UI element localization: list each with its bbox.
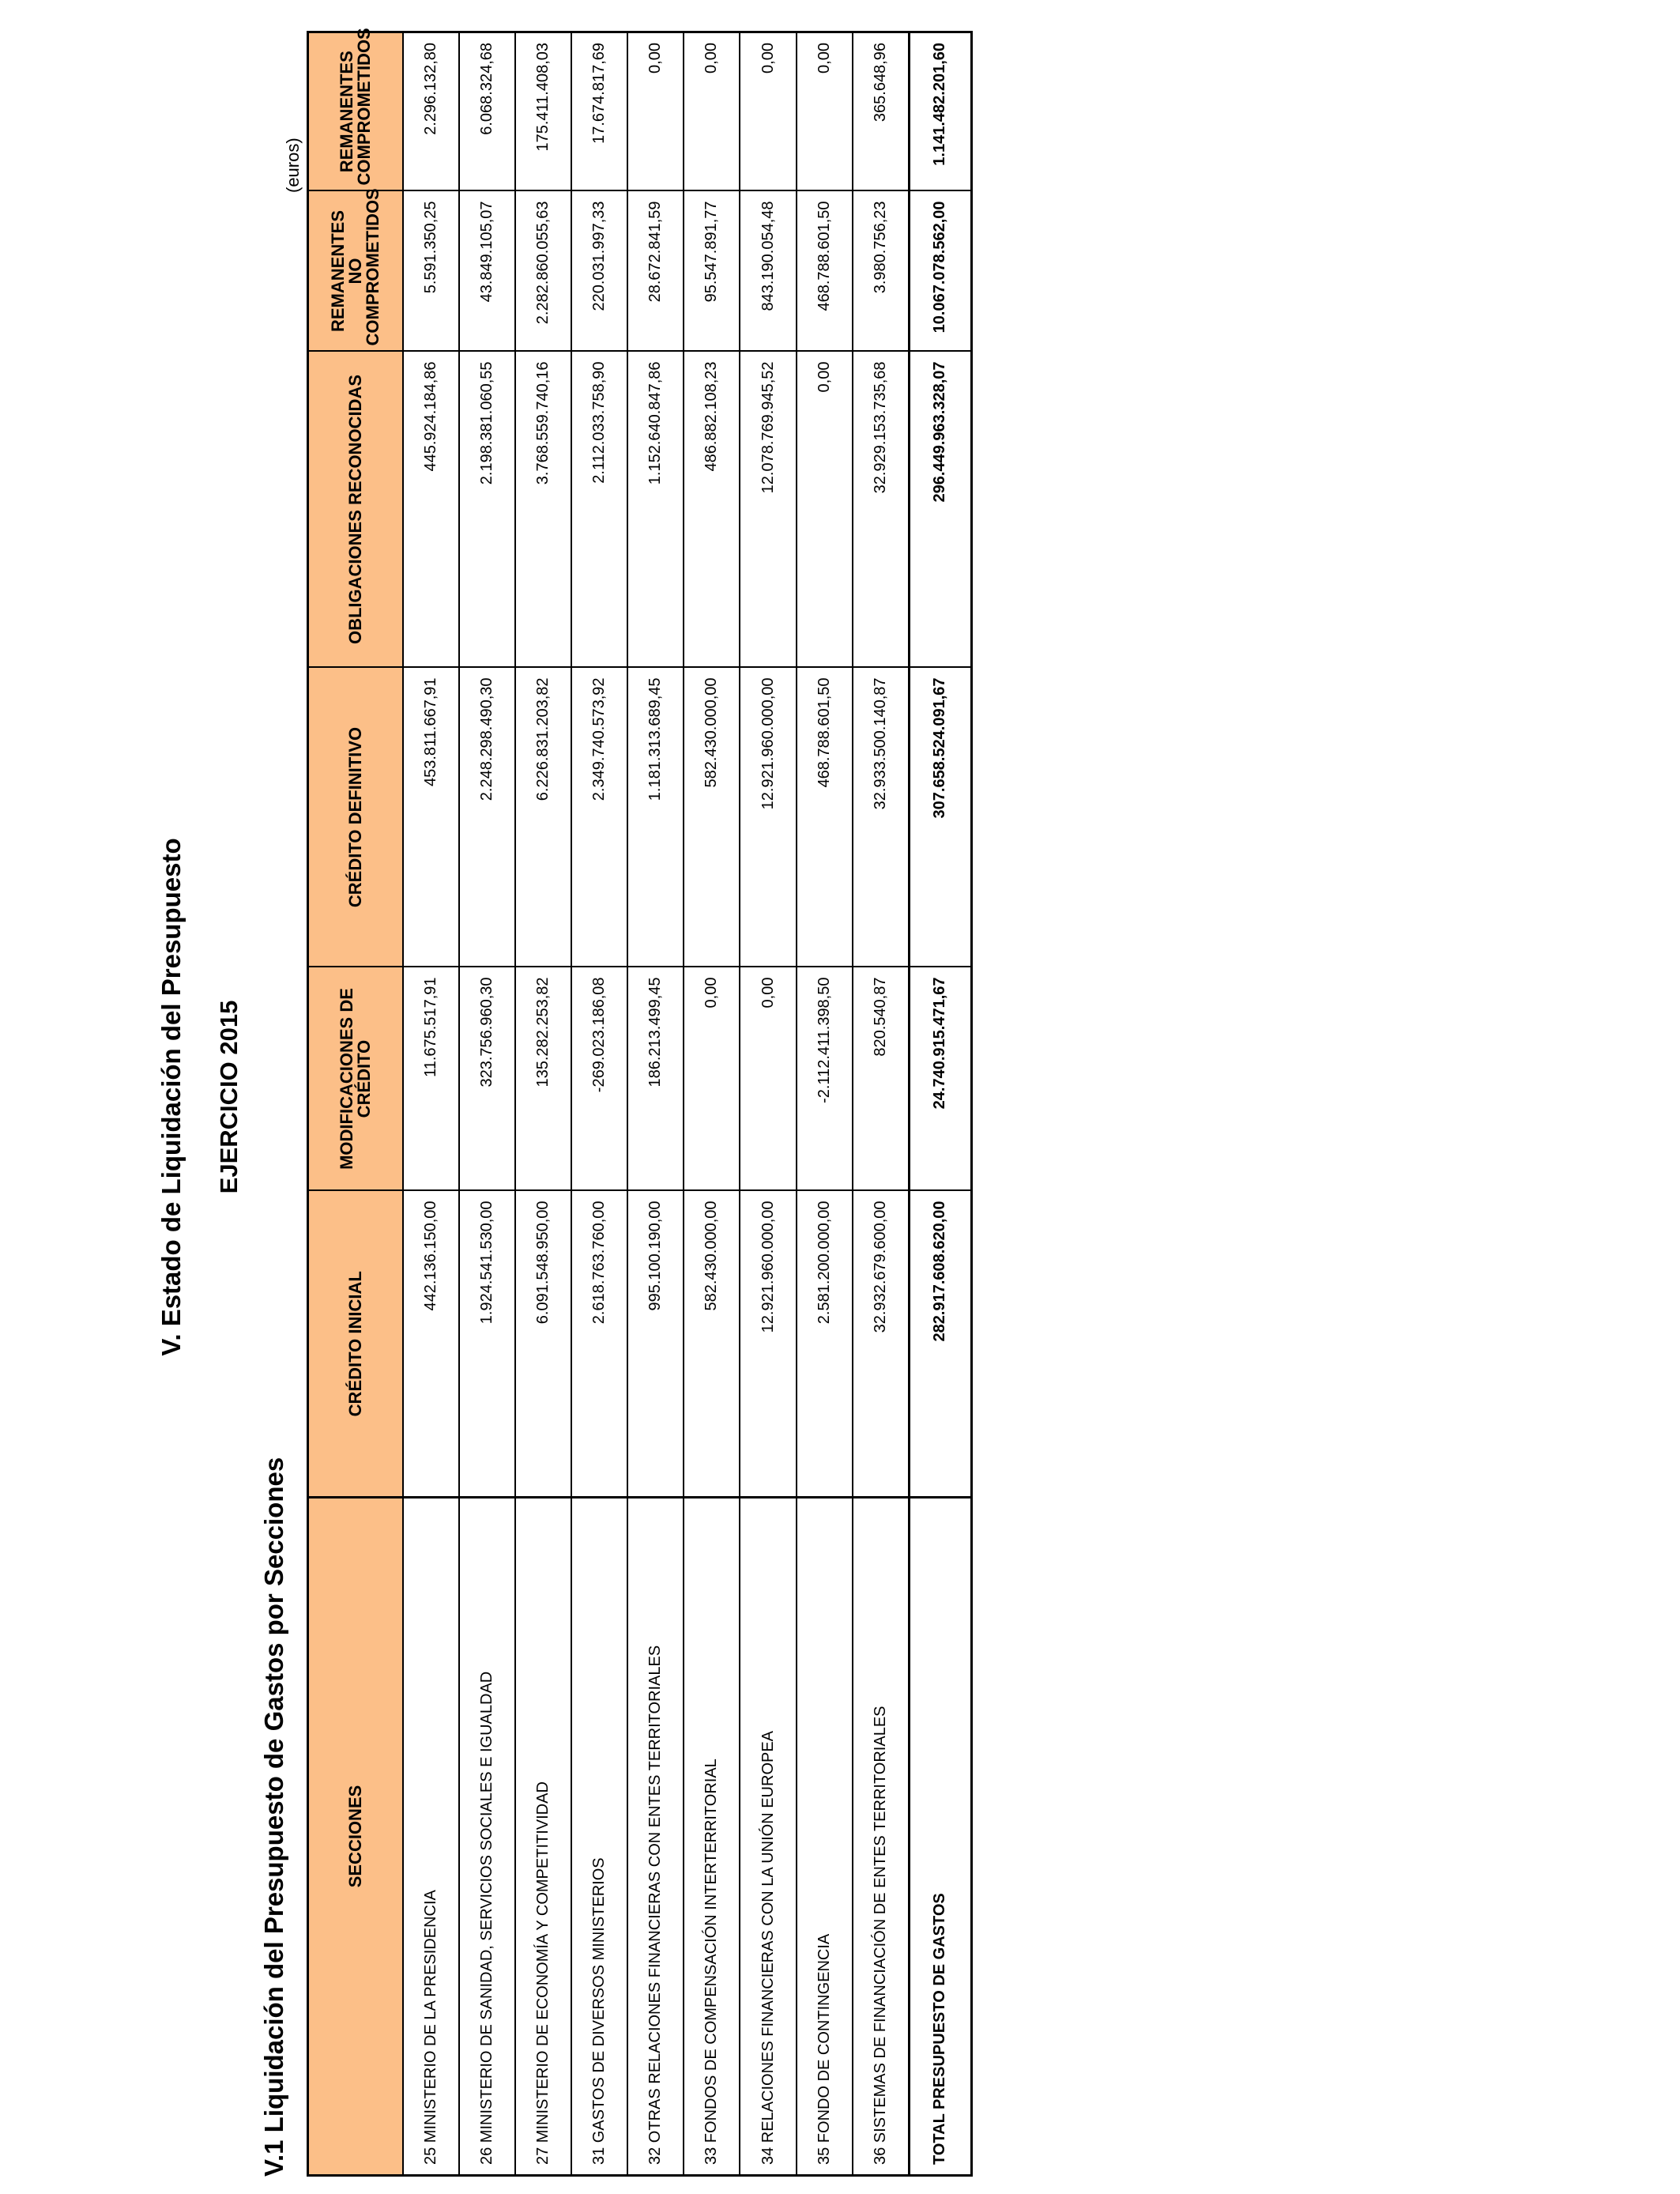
amount-cell: 582.430.000,00 [684, 668, 740, 967]
total-value-cell: 282.917.608.620,00 [909, 1191, 971, 1498]
amount-cell: 43.849.105,07 [459, 191, 515, 352]
amount-cell: 2.618.763.760,00 [571, 1191, 627, 1498]
table-row [571, 32, 627, 2176]
amount-cell: 32.932.679.600,00 [853, 1191, 910, 1498]
amount-cell: 2.248.298.490,30 [459, 668, 515, 967]
amount-cell: 453.811.667,91 [403, 668, 459, 967]
table-row [515, 32, 571, 2176]
table-row [627, 32, 684, 2176]
amount-cell: 995.100.190,00 [627, 1191, 684, 1498]
amount-cell: 2.581.200.000,00 [797, 1191, 853, 1498]
amount-cell: 445.924.184,86 [403, 352, 459, 668]
amount-cell: 0,00 [627, 32, 684, 191]
amount-cell: 468.788.601,50 [797, 191, 853, 352]
amount-cell: 3.768.559.740,16 [515, 352, 571, 668]
column-header: SECCIONES [308, 1498, 404, 2176]
amount-cell: 442.136.150,00 [403, 1191, 459, 1498]
section-name-cell: 27 MINISTERIO DE ECONOMÍA Y COMPETITIVIDAD [515, 1498, 571, 2176]
column-header: CRÉDITO DEFINITIVO [308, 668, 404, 967]
amount-cell: -2.112.411.398,50 [797, 967, 853, 1191]
total-row [909, 32, 971, 2176]
amount-cell: 2.282.860.055,63 [515, 191, 571, 352]
total-label: TOTAL PRESUPUESTO DE GASTOS [909, 1498, 971, 2176]
amount-cell: 486.882.108,23 [684, 352, 740, 668]
amount-cell: 0,00 [797, 352, 853, 668]
column-header: REMANENTES NO COMPROMETIDOS [308, 191, 404, 352]
table-row [797, 32, 853, 2176]
amount-cell: 6.068.324,68 [459, 32, 515, 191]
amount-cell: 582.430.000,00 [684, 1191, 740, 1498]
amount-cell: 2.198.381.060,55 [459, 352, 515, 668]
total-value-cell: 24.740.915.471,67 [909, 967, 971, 1191]
amount-cell: 28.672.841,59 [627, 191, 684, 352]
amount-cell: 186.213.499,45 [627, 967, 684, 1191]
amount-cell: 0,00 [684, 967, 740, 1191]
amount-cell: -269.023.186,08 [571, 967, 627, 1191]
amount-cell: 2.112.033.758,90 [571, 352, 627, 668]
page-title: V. Estado de Liquidación del Presupuesto [156, 838, 186, 1356]
column-header: MODIFICACIONES DE CRÉDITO [308, 967, 404, 1191]
table-header-row [308, 32, 404, 2176]
amount-cell: 843.190.054,48 [740, 191, 796, 352]
amount-cell: 1.181.313.689,45 [627, 668, 684, 967]
amount-cell: 3.980.756,23 [853, 191, 910, 352]
section-name-cell: 35 FONDO DE CONTINGENCIA [797, 1498, 853, 2176]
column-header: REMANENTES COMPROMETIDOS [308, 32, 404, 191]
amount-cell: 0,00 [684, 32, 740, 191]
units-label: (euros) [283, 138, 303, 193]
section-name-cell: 33 FONDOS DE COMPENSACIÓN INTERTERRITORIAL [684, 1498, 740, 2176]
total-value-cell: 1.141.482.201,60 [909, 32, 971, 191]
amount-cell: 2.296.132,80 [403, 32, 459, 191]
amount-cell: 11.675.517,91 [403, 967, 459, 1191]
amount-cell: 0,00 [797, 32, 853, 191]
fiscal-year-title: EJERCICIO 2015 [215, 1000, 243, 1194]
amount-cell: 0,00 [740, 967, 796, 1191]
amount-cell: 6.226.831.203,82 [515, 668, 571, 967]
column-header: CRÉDITO INICIAL [308, 1191, 404, 1498]
amount-cell: 365.648,96 [853, 32, 910, 191]
amount-cell: 5.591.350,25 [403, 191, 459, 352]
amount-cell: 820.540,87 [853, 967, 910, 1191]
table-row [684, 32, 740, 2176]
total-value-cell: 307.658.524.091,67 [909, 668, 971, 967]
amount-cell: 220.031.997,33 [571, 191, 627, 352]
section-name-cell: 34 RELACIONES FINANCIERAS CON LA UNIÓN EUROPEA [740, 1498, 796, 2176]
table-body [403, 32, 972, 2176]
amount-cell: 95.547.891,77 [684, 191, 740, 352]
amount-cell: 2.349.740.573,92 [571, 668, 627, 967]
section-name-cell: 26 MINISTERIO DE SANIDAD, SERVICIOS SOCIALES E IGUALDAD [459, 1498, 515, 2176]
section-name-cell: 36 SISTEMAS DE FINANCIACIÓN DE ENTES TERRITORIALES [853, 1498, 910, 2176]
column-header: OBLIGACIONES RECONOCIDAS [308, 352, 404, 668]
amount-cell: 12.921.960.000,00 [740, 668, 796, 967]
amount-cell: 12.921.960.000,00 [740, 1191, 796, 1498]
amount-cell: 1.152.640.847,86 [627, 352, 684, 668]
amount-cell: 175.411.408,03 [515, 32, 571, 191]
total-value-cell: 296.449.963.328,07 [909, 352, 971, 668]
amount-cell: 323.756.960,30 [459, 967, 515, 1191]
table-row [403, 32, 459, 2176]
amount-cell: 1.924.541.530,00 [459, 1191, 515, 1498]
amount-cell: 17.674.817,69 [571, 32, 627, 191]
section-name-cell: 32 OTRAS RELACIONES FINANCIERAS CON ENTES TERRITORIALES [627, 1498, 684, 2176]
amount-cell: 135.282.253,82 [515, 967, 571, 1191]
table-row [459, 32, 515, 2176]
amount-cell: 32.929.153.735,68 [853, 352, 910, 668]
table-row [740, 32, 796, 2176]
budget-table [307, 28, 973, 2177]
amount-cell: 468.788.601,50 [797, 668, 853, 967]
section-name-cell: 25 MINISTERIO DE LA PRESIDENCIA [403, 1498, 459, 2176]
section-name-cell: 31 GASTOS DE DIVERSOS MINISTERIOS [571, 1498, 627, 2176]
amount-cell: 12.078.769.945,52 [740, 352, 796, 668]
amount-cell: 6.091.548.950,00 [515, 1191, 571, 1498]
section-title: V.1 Liquidación del Presupuesto de Gastos por Secciones [259, 1457, 288, 2177]
amount-cell: 0,00 [740, 32, 796, 191]
total-value-cell: 10.067.078.562,00 [909, 191, 971, 352]
table-row [853, 32, 910, 2176]
amount-cell: 32.933.500.140,87 [853, 668, 910, 967]
